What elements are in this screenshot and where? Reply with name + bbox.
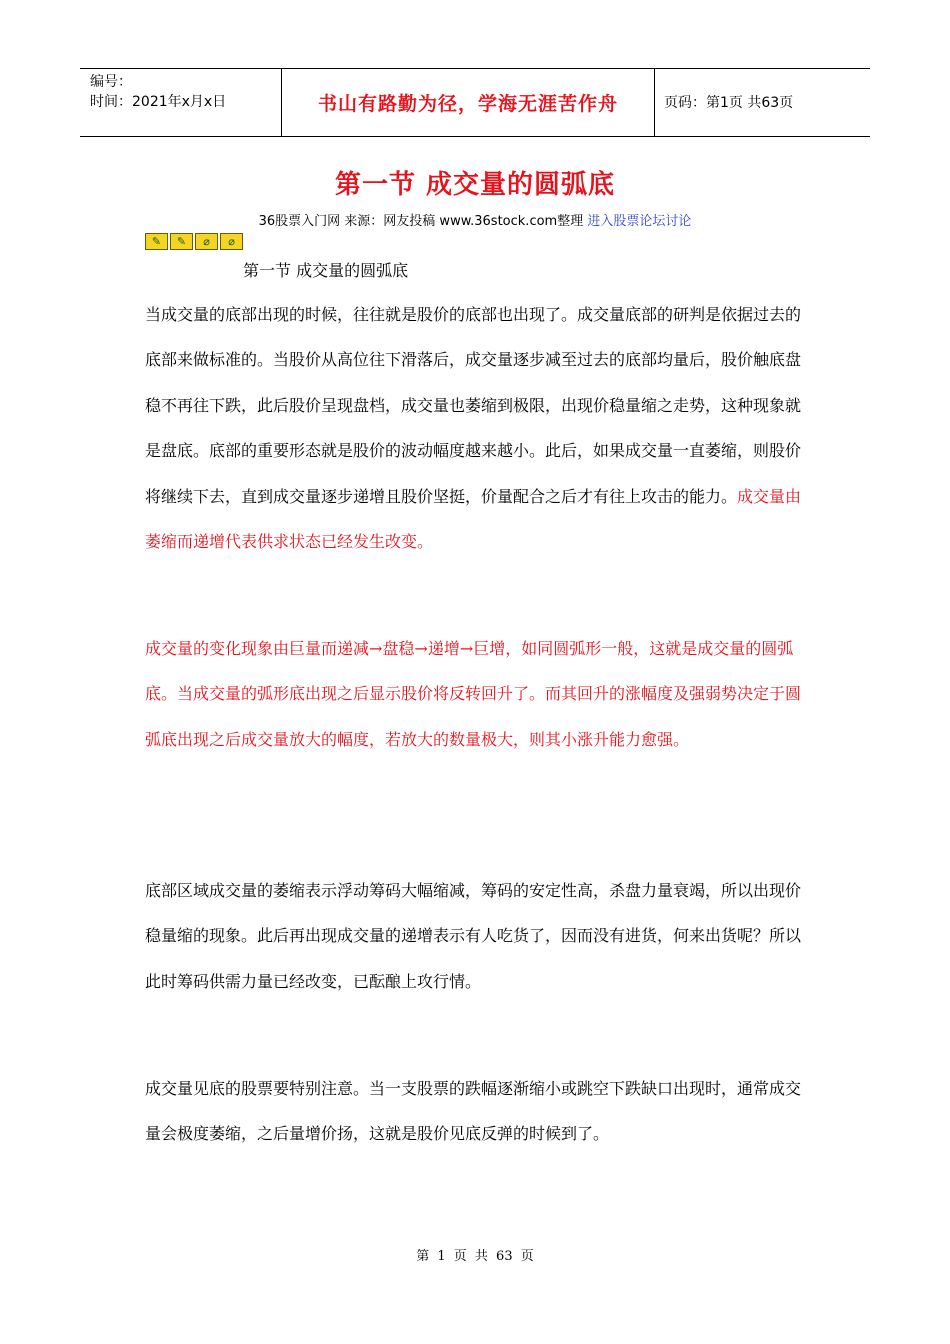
header-bottom-rule [80,136,870,137]
section-subheading: 第一节 成交量的圆弧底 [243,261,409,280]
paragraph-1-text: 当成交量的底部出现的时候，往往就是股价的底部也出现了。成交量底部的研判是依据过去的底部来做标准的。当股价从高位往下滑落后，成交量逐步减至过去的底部均量后，股价触底盘稳不再往下跌，此后股价呈现盘档，成交量也萎缩到极限，出现价稳量缩之走势，这种现象就是盘底。底部的重要形态就是股价的波动幅度越来越小。此后，如果成交量一直萎缩，则股价将继续下去，直到成交量逐步递增且股价坚挺，价量配合之后才有往上攻击的能力。 [145,305,802,506]
paragraph-4: 成交量见底的股票要特别注意。当一支股票的跌幅逐渐缩小或跳空下跌缺口出现时，通常成交量会极度萎缩，之后量增价扬，这就是股价见底反弹的时候到了。 [145,1079,802,1144]
paragraph-1 [145,292,810,564]
clip-icon[interactable]: ⌀ [220,233,243,250]
clip-icon[interactable]: ⌀ [195,233,218,250]
header-motto: 书山有路勤为径，学海无涯苦作舟 [317,92,618,115]
paragraph-3: 底部区域成交量的萎缩表示浮动筹码大幅缩减，筹码的安定性高，杀盘力量衰竭，所以出现价稳量缩的现象。此后再出现成交量的递增表示有人吃货了，因而没有进货，何来出货呢？所以此时筹码供需力量已经改变，已酝酿上攻行情。 [145,881,802,991]
header-divider-2 [654,68,655,136]
source-line [0,210,950,229]
note-icon[interactable]: ✎ [170,233,193,250]
forum-link[interactable]: 进入股票论坛讨论 [587,214,692,229]
note-icon[interactable]: ✎ [145,233,168,250]
header-meta [90,72,226,112]
paragraph-1-highlight: 成交量由萎缩而递增代表供求状态已经发生改变。 [145,486,802,552]
paragraph-2: 成交量的变化现象由巨量而递减→盘稳→递增→巨增，如同圆弧形一般，这就是成交量的圆弧底。当成交量的弧形底出现之后显示股价将反转回升了。而其回升的涨幅度及强弱势决定于圆弧底出现之后成交量放大的幅度，若放大的数量极大，则其小涨升能力愈强。 [145,639,802,749]
doc-time-label: 时间：2021年x月x日 [90,94,227,110]
page-title: 第一节 成交量的圆弧底 [334,170,616,200]
icon-strip [145,233,243,250]
page-footer: 第 1 页 共 63 页 [416,1249,534,1264]
header-page-info: 页码：第1页 共63页 [664,95,794,111]
source-text: 36股票入门网 来源：网友投稿 www.36stock.com整理 [258,214,584,229]
doc-number-label: 编号： [90,74,132,90]
